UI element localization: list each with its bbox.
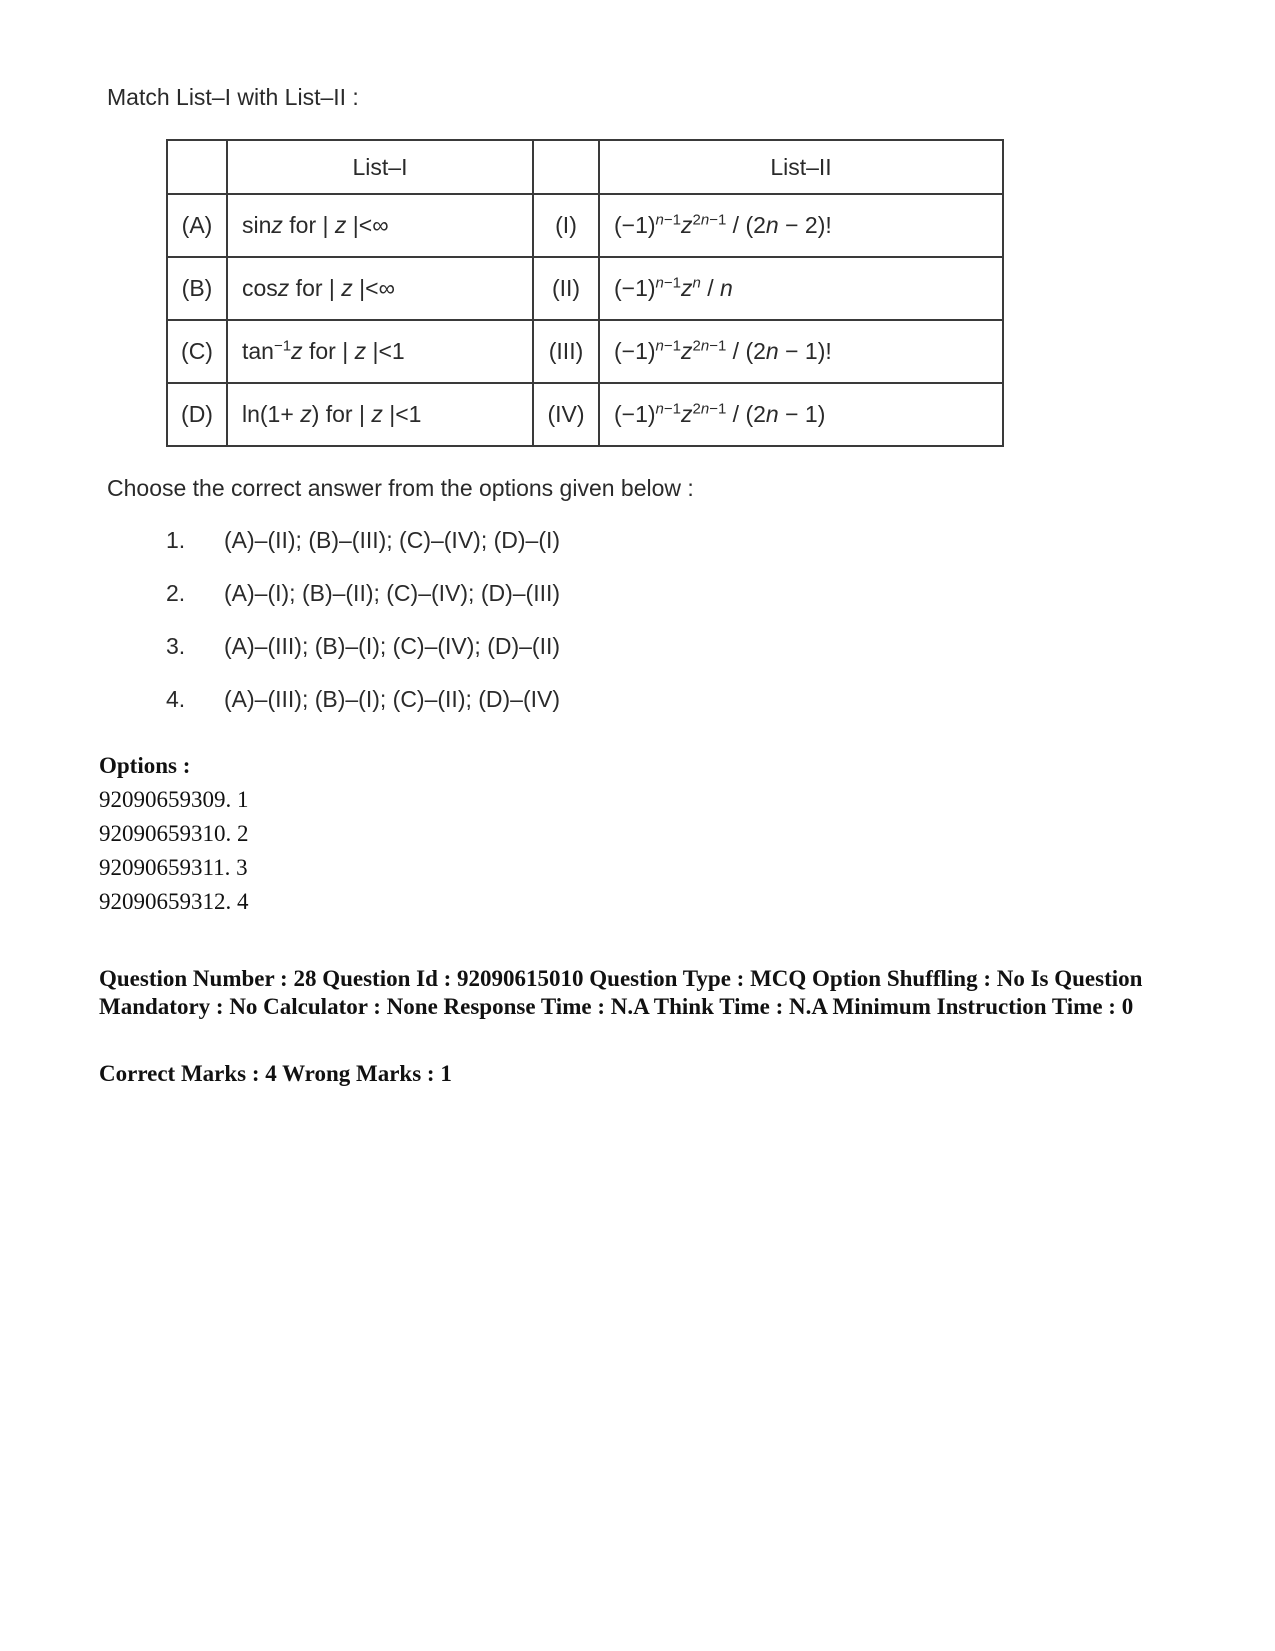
choice-text: (A)–(II); (B)–(III); (C)–(IV); (D)–(I) (224, 527, 561, 553)
row-roman: (IV) (533, 383, 599, 446)
table-header-row (167, 140, 1003, 194)
choice-number: 1. (166, 527, 186, 553)
table-row (167, 257, 1003, 320)
header-list-1: List–I (227, 140, 533, 194)
options-heading: Options : (99, 753, 191, 778)
choice-text: (A)–(III); (B)–(I); (C)–(IV); (D)–(II) (224, 633, 561, 659)
choice-text: (A)–(III); (B)–(I); (C)–(II); (D)–(IV) (224, 686, 561, 712)
table-row (167, 383, 1003, 446)
list-2-item: $(-1)^{n-1}z^{2n-1} / (2n - 1)$! (599, 320, 1003, 383)
answer-choice (166, 580, 560, 633)
question-meta: Question Number : 28 Question Id : 92090615010 Question Type : MCQ Option Shuffling : No Is Question Mandatory : No Calculator : None Response Time : N.A Think Time : N.A Minimum Instruction Time : 0 (99, 966, 1143, 1019)
header-blank-cell-2 (533, 140, 599, 194)
option-item: 92090659310. 2 (99, 821, 249, 846)
row-letter: (C) (167, 320, 227, 383)
answer-choice (166, 633, 560, 686)
choice-text: (A)–(I); (B)–(II); (C)–(IV); (D)–(III) (224, 580, 561, 606)
header-list-2: List–II (599, 140, 1003, 194)
option-item: 92090659309. 1 (99, 787, 249, 812)
list-2-item: $(-1)^{n-1}z^{2n-1} / (2n - 2)$! (599, 194, 1003, 257)
option-item: 92090659311. 3 (99, 855, 248, 880)
options-block (99, 749, 249, 919)
choice-number: 3. (166, 633, 186, 659)
choice-number: 4. (166, 686, 186, 712)
list-1-item: cosz for | z |<∞ (227, 257, 533, 320)
answer-choice (166, 527, 560, 580)
row-letter: (D) (167, 383, 227, 446)
row-roman: (III) (533, 320, 599, 383)
table-row (167, 320, 1003, 383)
list-2-item: $(-1)^{n-1}z^{2n-1} / (2n - 1)$ (599, 383, 1003, 446)
header-blank-cell (167, 140, 227, 194)
row-roman: (I) (533, 194, 599, 257)
row-letter: (B) (167, 257, 227, 320)
answer-choice (166, 686, 560, 739)
question-marks: Correct Marks : 4 Wrong Marks : 1 (99, 1061, 452, 1086)
row-roman: (II) (533, 257, 599, 320)
choose-instruction: Choose the correct answer from the options given below : (107, 475, 694, 501)
list-1-item: $\tan^{-1}z$ for | z |<1 (227, 320, 533, 383)
list-1-item: ln(1+ z) for | z |<1 (227, 383, 533, 446)
match-table (166, 139, 1004, 447)
answer-choices (166, 527, 560, 739)
choice-number: 2. (166, 580, 186, 606)
list-2-item: $(-1)^{n-1}z^n / n$ (599, 257, 1003, 320)
question-prompt: Match List–I with List–II : (107, 84, 359, 110)
row-letter: (A) (167, 194, 227, 257)
table-row (167, 194, 1003, 257)
list-1-item: sinz for | z |<∞ (227, 194, 533, 257)
option-item: 92090659312. 4 (99, 889, 249, 914)
